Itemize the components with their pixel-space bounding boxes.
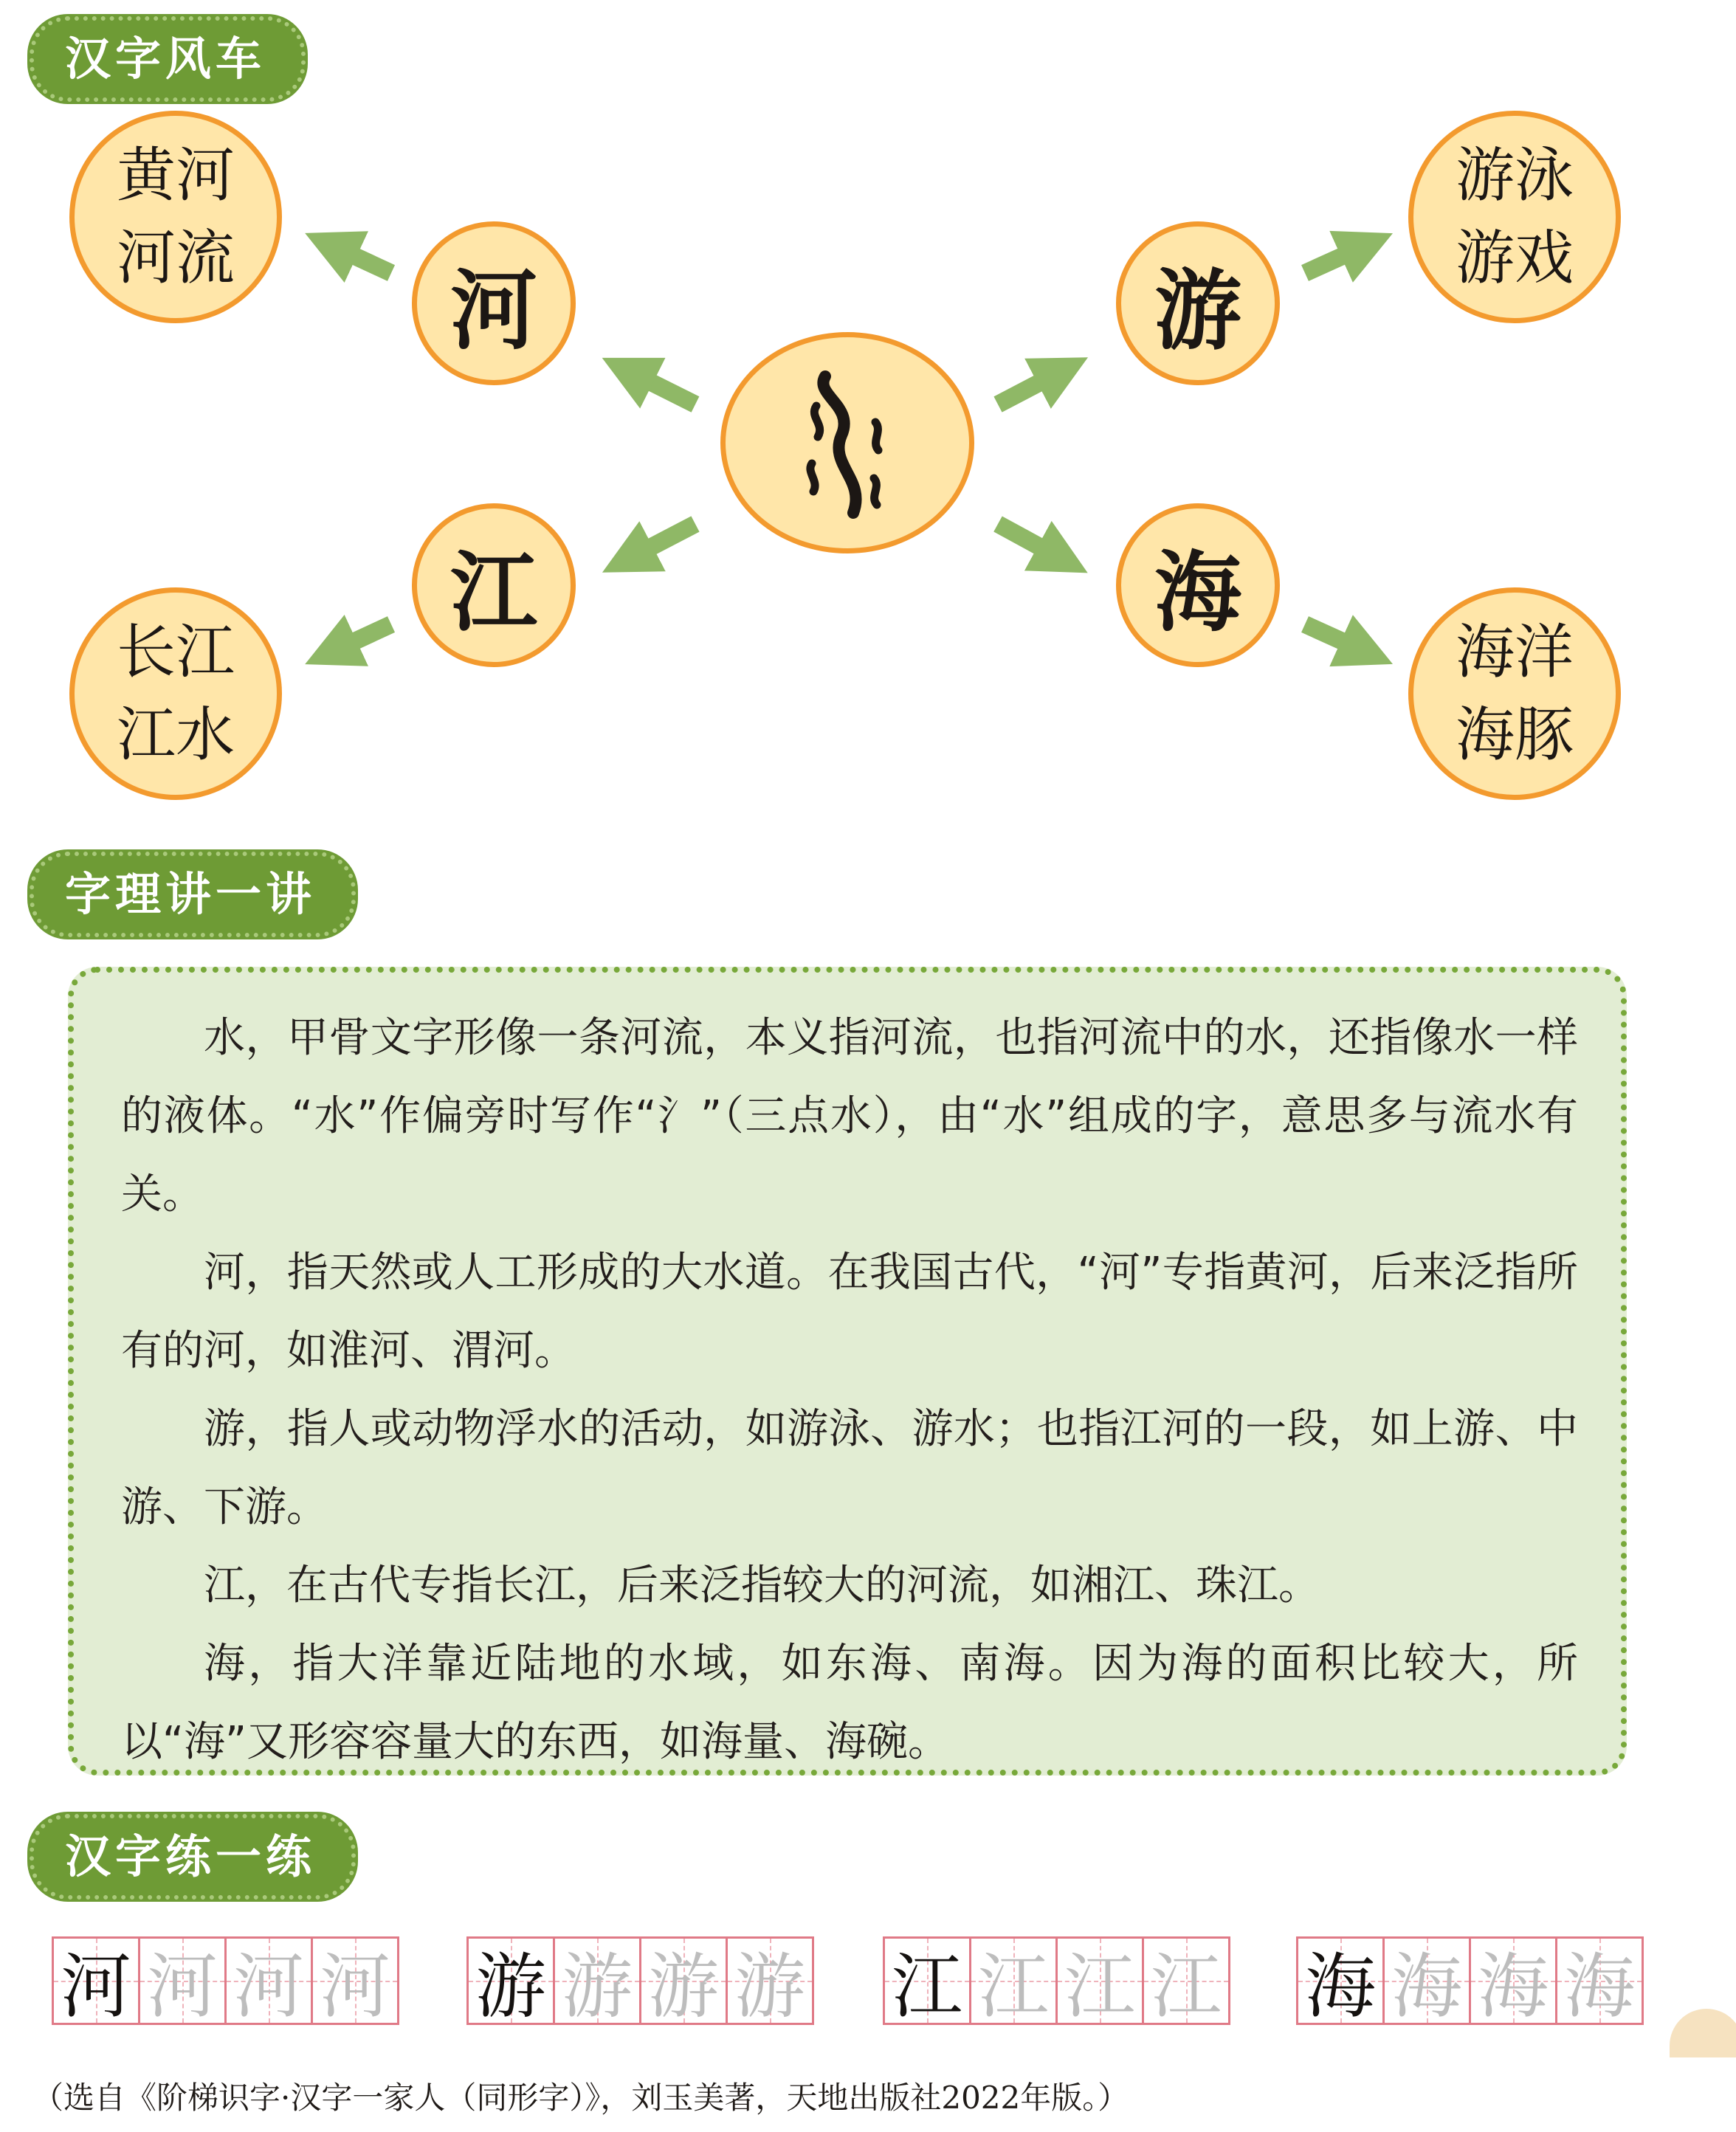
section-title: 汉字练一练 [65, 1829, 317, 1883]
center-circle-shui [720, 332, 974, 553]
arrow-center-to-you [998, 370, 1063, 404]
practice-cell-trace [1055, 1936, 1144, 2028]
practice-cell-trace [1382, 1936, 1471, 2028]
explain-paragraph: 水，甲骨文字形像一条河流，本义指河流，也指河流中的水，还指像水一样的液体。“水”作偏旁时写作“氵”（三点水），由“水”组成的字，意思多与流水有关。 [121, 1014, 1578, 1218]
word: 游戏 [1456, 224, 1574, 292]
practice-char: 河 [147, 1945, 218, 2028]
arrow-center-to-hai [998, 524, 1063, 559]
practice-char: 海 [1478, 1945, 1549, 2028]
char-jiang: 江 [450, 541, 537, 644]
arrow-hai-to-words [1305, 624, 1367, 652]
words-circle-he [69, 111, 282, 323]
char-circle-hai [1116, 503, 1280, 667]
practice-cell-trace [1142, 1936, 1230, 2028]
practice-cell-trace [639, 1936, 728, 2028]
practice-grid-you [466, 1936, 814, 2028]
practice-cell-trace [553, 1936, 641, 2028]
arrow-center-to-he [627, 370, 695, 404]
word: 海豚 [1456, 700, 1574, 769]
arrow-jiang-to-words [331, 624, 391, 652]
explain-paragraph: 游，指人或动物浮水的活动，如游泳、游水；也指江河的一段，如上游、中游、下游。 [121, 1405, 1578, 1531]
practice-grid-hai [1296, 1936, 1644, 2028]
arrow-center-to-jiang [627, 524, 695, 559]
practice-cell-trace [138, 1936, 227, 2028]
practice-grid-jiang [883, 1936, 1230, 2028]
word: 游泳 [1456, 141, 1574, 210]
practice-cell-model [883, 1936, 971, 2028]
practice-char: 河 [61, 1945, 131, 2028]
practice-char: 江 [1151, 1945, 1222, 2028]
oracle-shui-glyph-icon [796, 354, 899, 531]
arrow-you-to-words [1305, 245, 1367, 273]
practice-char: 海 [1391, 1945, 1462, 2028]
section-badge-practice [30, 1814, 356, 1900]
page-corner-decoration [1670, 2009, 1736, 2057]
practice-cell-trace [224, 1936, 313, 2028]
arrow-he-to-words [331, 245, 391, 273]
word: 江水 [117, 700, 235, 769]
explain-paragraph: 江，在古代专指长江，后来泛指较大的河流，如湘江、珠江。 [204, 1562, 1320, 1610]
word: 长江 [117, 618, 235, 686]
words-circle-hai [1408, 587, 1621, 800]
practice-grid-he [52, 1936, 399, 2028]
practice-cell-trace [311, 1936, 399, 2028]
practice-cell-trace [1469, 1936, 1557, 2028]
practice-char: 游 [648, 1945, 719, 2028]
practice-char: 江 [978, 1945, 1049, 2028]
section-title: 汉字风车 [65, 32, 266, 86]
char-you: 游 [1154, 259, 1241, 362]
practice-cell-model [466, 1936, 555, 2028]
word: 海洋 [1456, 618, 1574, 686]
char-he: 河 [450, 259, 537, 362]
practice-char: 海 [1564, 1945, 1635, 2028]
words-circle-jiang [69, 587, 282, 800]
practice-char: 海 [1305, 1945, 1376, 2028]
explanation-box [68, 967, 1627, 1776]
practice-cell-trace [726, 1936, 814, 2028]
char-hai: 海 [1154, 541, 1241, 644]
practice-char: 江 [892, 1945, 962, 2028]
section-title: 字理讲一讲 [65, 867, 317, 921]
explain-paragraph: 海，指大洋靠近陆地的水域，如东海、南海。因为海的面积比较大，所以“海”又形容容量大的东西，如海量、海碗。 [121, 1640, 1578, 1766]
char-circle-he [412, 221, 576, 385]
practice-cell-model [1296, 1936, 1385, 2028]
practice-cell-model [52, 1936, 140, 2028]
practice-char: 游 [734, 1945, 805, 2028]
practice-char: 游 [475, 1945, 546, 2028]
section-badge-explain [30, 852, 356, 937]
word: 黄河 [117, 141, 235, 210]
char-circle-jiang [412, 503, 576, 667]
practice-char: 河 [320, 1945, 390, 2028]
practice-char: 河 [233, 1945, 304, 2028]
character-windmill-diagram [0, 0, 1736, 819]
source-citation: （选自《阶梯识字·汉字一家人（同形字）》，刘玉美著，天地出版社2022年版。） [32, 2080, 1129, 2116]
practice-char: 江 [1064, 1945, 1135, 2028]
char-circle-you [1116, 221, 1280, 385]
practice-char: 游 [562, 1945, 633, 2028]
practice-cell-trace [1555, 1936, 1644, 2028]
words-circle-you [1408, 111, 1621, 323]
practice-cell-trace [969, 1936, 1058, 2028]
explain-paragraph: 河，指天然或人工形成的大水道。在我国古代，“河”专指黄河，后来泛指所有的河，如淮河、渭河。 [121, 1249, 1578, 1375]
word: 河流 [117, 224, 235, 292]
